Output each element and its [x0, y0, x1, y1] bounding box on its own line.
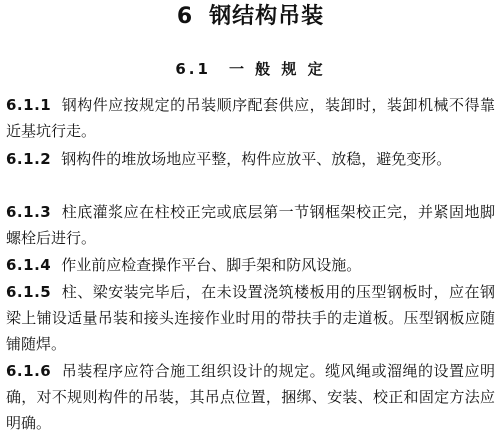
chapter-heading: [0, 2, 501, 32]
clause-6-1-2: [6, 146, 495, 172]
section-title: 一 般 规 定: [228, 60, 326, 78]
clause-text: 作业前应检查操作平台、脚手架和防风设施。: [61, 256, 362, 274]
section-heading: [0, 58, 501, 80]
clause-number: 6.1.1: [6, 96, 52, 114]
chapter-number: 6: [176, 4, 194, 29]
clause-6-1-6: [6, 358, 495, 436]
clause-number: 6.1.4: [6, 256, 52, 274]
clause-6-1-1: [6, 92, 495, 144]
section-number: 6.1: [175, 60, 211, 78]
clause-number: 6.1.2: [6, 150, 52, 168]
clause-number: 6.1.5: [6, 283, 52, 301]
clause-6-1-5: [6, 279, 495, 357]
clause-number: 6.1.3: [6, 203, 52, 221]
chapter-title: 钢结构吊装: [209, 4, 325, 29]
clause-number: 6.1.6: [6, 362, 52, 380]
clause-6-1-3: [6, 199, 495, 251]
clause-6-1-4: [6, 252, 495, 278]
clause-text: 钢构件应按规定的吊装顺序配套供应，装卸时，装卸机械不得靠近基坑行走。: [6, 96, 495, 140]
clause-text: 吊装程序应符合施工组织设计的规定。缆风绳或溜绳的设置应明确，对不规则构件的吊装，其吊点位置，捆绑、安装、校正和固定方法应明确。: [6, 362, 495, 432]
clause-text: 钢构件的堆放场地应平整，构件应放平、放稳，避免变形。: [61, 150, 452, 168]
clause-text: 柱底灌浆应在柱校正完或底层第一节钢框架校正完，并紧固地脚螺栓后进行。: [6, 203, 495, 247]
clause-text: 柱、梁安装完毕后，在未设置浇筑楼板用的压型钢板时，应在钢梁上铺设适量吊装和接头连接作业时用的带扶手的走道板。压型钢板应随铺随焊。: [6, 283, 495, 353]
